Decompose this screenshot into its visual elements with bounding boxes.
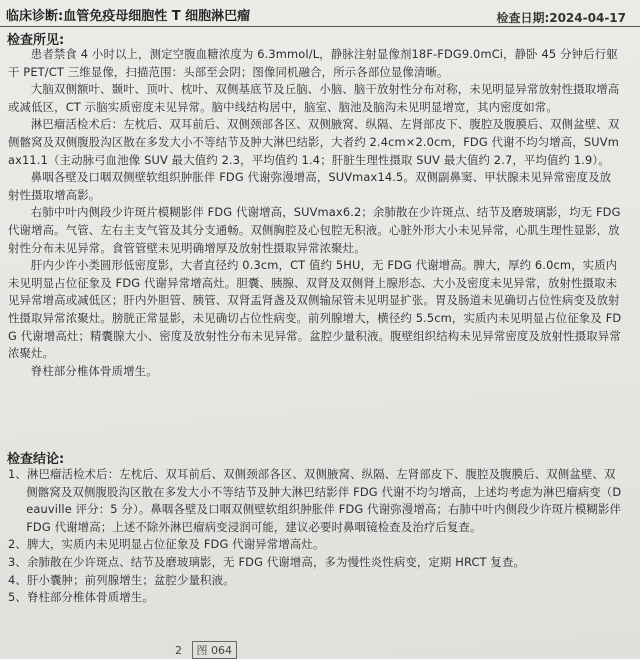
page-number-box: 图 064	[192, 641, 238, 659]
findings-paragraph: 患者禁食 4 小时以上，测定空腹血糖浓度为 6.3mmol/L，静脉注射显像剂18F-FDG9.0mCi，静卧 45 分钟后行躯干 PET/CT 三维显像，扫描范围：头部至会阴；图像同机融合，所示各部位显像清晰。	[8, 47, 618, 79]
findings-body	[8, 46, 622, 380]
clinical-diagnosis: 临床诊断:血管免疫母细胞性 T 细胞淋巴瘤	[6, 9, 251, 24]
exam-date: 检查日期:2024-04-17	[496, 11, 626, 25]
findings-paragraph: 右肺中叶内侧段少许斑片模糊影伴 FDG 代谢增高，SUVmax6.2；余肺散在少许斑点、结节及磨玻璃影，均无 FDG 代谢增高。气管、左右主支气管及其分支通畅。双侧胸腔及心包腔无积液。心脏外形大小未见异常，心肌生理性显影，放射性分布未见异常。食管管壁未见明确增厚及放射性摄取异常浓聚灶。	[8, 205, 621, 255]
conclusion-item: 3、余肺散在少许斑点、结节及磨玻璃影，无 FDG 代谢增高，多为慢性炎性病变，定期 HRCT 复查。	[8, 554, 526, 569]
findings-paragraph: 肝内少许小类圆形低密度影，大者直径约 0.3cm，CT 值约 5HU，无 FDG 代谢增高。脾大，厚约 6.0cm，实质内未见明显占位征象及 FDG 代谢异常增高灶。胆囊、胰腺、双肾及双侧肾上腺形态、大小及密度未见异常，放射性摄取未见异常增高或减低区；肝内外胆管、胰管、双肾盂肾盏及双侧输尿管未见明显扩张。胃及肠道未见确切占位性病变及放射性摄取异常浓聚灶。膀胱正常显影，未见确切占位性病变。前列腺增大，横径约 5.5cm，实质内未见明显占位征象及 FDG 代谢增高灶；精囊腺大小、密度及放射性分布未见异常。盆腔少量积液。腹壁组织结构未见异常密度及放射性摄取异常浓聚灶。	[8, 258, 622, 361]
conclusion-body	[8, 466, 622, 607]
header-divider	[0, 26, 640, 27]
conclusion-title: 检查结论:	[7, 452, 65, 467]
findings-paragraph: 脊柱部分椎体骨质增生。	[30, 363, 158, 378]
findings-paragraph: 鼻咽各壁及口咽双侧壁软组织肿胀伴 FDG 代谢弥漫增高，SUVmax14.5。双侧副鼻窦、甲状腺未见异常密度及放射性摄取增高影。	[8, 170, 612, 202]
findings-title: 检查所见:	[7, 33, 65, 48]
findings-paragraph: 淋巴瘤活检术后：左枕后、双耳前后、双侧颈部各区、双侧腋窝、纵隔、左肾部皮下、腹腔及腹膜后、双侧盆壁、双侧髂窝及双侧腹股沟区散在多发大小不等结节及肿大淋巴结影，大者约 2.4cm×2.0cm，FDG 代谢不均匀增高，SUVmax11.1（主动脉弓血池像 SUV 最大值约 2.3，平均值约 1.4；肝脏生理性摄取 SUV 最大值约 2.7，平均值约 1.9）。	[8, 117, 620, 167]
conclusion-item: 4、肝小囊肿；前列腺增生；盆腔少量积液。	[8, 572, 235, 587]
conclusion-item: 5、脊柱部分椎体骨质增生。	[8, 590, 154, 605]
findings-paragraph: 大脑双侧额叶、颞叶、顶叶、枕叶、双侧基底节及丘脑、小脑、脑干放射性分布对称，未见明显异常放射性摄取增高或减低区，CT 示脑实质密度未见异常。脑中线结构居中，脑室、脑池及脑沟未见明显增宽，其内密度如常。	[8, 82, 620, 114]
conclusion-item: 2、脾大，实质内未见明显占位征象及 FDG 代谢异常增高灶。	[8, 537, 325, 552]
conclusion-item: 1、淋巴瘤活检术后：左枕后、双耳前后、双侧颈部各区、双侧腋窝、纵隔、左肾部皮下、腹腔及腹膜后、双侧盆壁、双侧髂窝及双侧腹股沟区散在多发大小不等结节及肿大淋巴结影伴 FDG 代谢不均匀增高，上述均考虑为淋巴瘤病变（Deauville 评分：5 分）。鼻咽各壁及口咽双侧壁软组织肿胀伴 FDG 代谢弥漫增高；右肺中叶内侧段少许斑片模糊影伴 FDG 代谢增高；上述不除外淋巴瘤病变浸润可能，建议必要时鼻咽镜检查及治疗后复查。	[8, 467, 622, 534]
footer-fragment: 2	[175, 644, 182, 657]
page-footer	[175, 641, 237, 659]
